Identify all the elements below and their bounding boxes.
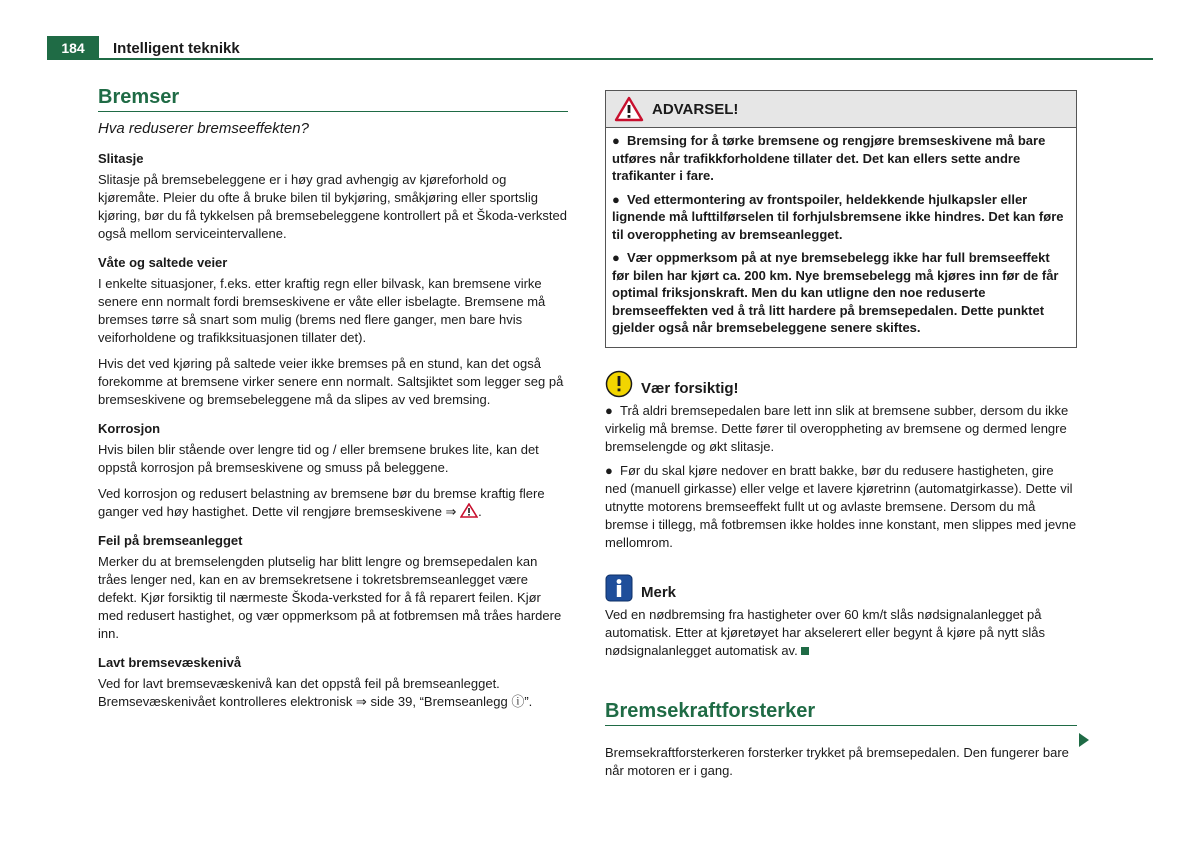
- caution-item: [605, 462, 1077, 552]
- section-subtitle: Hva reduserer bremseeffekten?: [98, 120, 309, 137]
- note-label: Merk: [641, 584, 677, 601]
- warning-item-text: Vær oppmerksom på at nye bremsebelegg ikke har full bremseeffekt før bilen har kjørt ca. 200 km. Nye bremsebelegg må kjøres inn før de får optimal friksjonskraft. Men du kan utligne den noe reduserte bremseeffekten ved å trå litt hardere på bremsepedalen. Dette punktet gjelder også når bremsebeleggene senere skiftes.: [612, 250, 1059, 335]
- bullet-icon: ●: [612, 133, 620, 148]
- section-title-bremsekraftforsterker: Bremsekraftforsterker: [605, 700, 1077, 726]
- right-column: [605, 90, 1077, 788]
- paragraph: Hvis bilen blir stående over lengre tid og / eller bremsene brukes lite, kan det oppstå korrosjon på bremseskivene og smuss på beleggene.: [98, 442, 539, 475]
- paragraph-text: Ved korrosjon og redusert belastning av bremsene bør du bremse kraftig flere ganger ved høy hastighet. Dette vil rengjøre bremseskivene ⇒: [98, 486, 545, 519]
- heading-lavt-bremsevaeskeniva: Lavt bremsevæskenivå: [98, 655, 242, 670]
- warning-box: [605, 90, 1077, 348]
- section-bremsekraftforsterker: [605, 700, 1077, 780]
- caution-exclamation-icon: [605, 370, 633, 398]
- paragraph: Hvis det ved kjøring på saltede veier ikke bremses på en stund, kan det også forekomme at bremsene virker senere enn normalt. Saltsjiktet som legger seg på bremseskivene og bremsebeleggene må da slipes av ved bremsing.: [98, 356, 564, 407]
- bullet-icon: ●: [612, 250, 620, 265]
- chapter-title: Intelligent teknikk: [113, 40, 240, 57]
- warning-item: [612, 249, 1070, 337]
- paragraph: Ved for lavt bremsevæskenivå kan det oppstå feil på bremseanlegget. Bremsevæskenivået kontrolleres elektronisk ⇒ side 39, “Bremseanlegg ⓘ”.: [98, 676, 533, 709]
- heading-korrosjon: Korrosjon: [98, 421, 161, 436]
- warning-item: [612, 191, 1070, 244]
- warning-triangle-icon: [614, 96, 644, 122]
- warning-header: [606, 91, 1076, 128]
- bullet-icon: ●: [605, 462, 613, 478]
- warning-item-text: Ved ettermontering av frontspoiler, heldekkende hjulkapsler eller lignende må lufttilførselen til forhjulsbremsene ikke hindres. Det kan føre til overoppheting av bremseanlegget.: [612, 191, 1064, 242]
- note-text-body: Ved en nødbremsing fra hastigheter over 60 km/t slås nødsignalanlegget på automatisk. Etter at kjøretøyet har akselerert eller begynt å kjøre på nytt slås nødsignalanlegget automatisk av.: [605, 606, 1046, 658]
- caution-label: Vær forsiktig!: [641, 380, 739, 397]
- paragraph: Slitasje på bremsebeleggene er i høy grad avhengig av kjøreforhold og kjøremåte. Pleier du ofte å bruke bilen til bykjøring, småkjøring eller sportslig kjøring, bør du få tykkelsen på bremsebeleggene kontrollert på et Škoda-verksted også mellom serviceintervallene.: [98, 172, 567, 241]
- heading-slitasje: Slitasje: [98, 151, 144, 166]
- paragraph: Merker du at bremselengden plutselig har blitt lengre og bremsepedalen kan tråes lenger ned, kan en av bremsekretsene i tokretsbremseanlegget være defekt. Kjør forsiktig til nærmeste Škoda-verksted for å få reparert feilen. Kjør med redusert hastighet, og vær oppmerksom på at fotbremsen må tråes hardere inn.: [98, 554, 562, 641]
- warning-body: [606, 128, 1076, 347]
- heading-feil-bremseanlegget: Feil på bremseanlegget: [98, 533, 243, 548]
- bullet-icon: ●: [612, 191, 620, 207]
- paragraph: Bremsekraftforsterkeren forsterker trykket på bremsepedalen. Den fungerer bare når motoren er i gang.: [605, 744, 1069, 778]
- next-page-arrow-icon[interactable]: [1079, 733, 1089, 747]
- info-icon: [605, 574, 633, 602]
- caution-item-text: Trå aldri bremsepedalen bare lett inn slik at bremsene subber, dersom du ikke virkelig må bremse. Dette fører til overoppheting av bremsene og dermed lengre bremselengde og økt slitasje.: [605, 402, 1069, 454]
- bullet-icon: ●: [605, 402, 613, 418]
- warning-item-text: Bremsing for å tørke bremsene og rengjøre bremseskivene må bare utføres når trafikkforholdene tillater det. Det kan ellers sette andre trafikanter i fare.: [612, 133, 1046, 183]
- header-rule: [47, 58, 1153, 60]
- caution-header: [605, 370, 1077, 398]
- warning-label: ADVARSEL!: [652, 100, 739, 118]
- note-text: [605, 606, 1077, 660]
- caution-item: [605, 402, 1077, 456]
- note-header: [605, 574, 1077, 602]
- heading-vate-veier: Våte og saltede veier: [98, 255, 228, 270]
- page-number: 184: [47, 36, 99, 60]
- warning-item: [612, 132, 1070, 185]
- paragraph-with-ref: Ved korrosjon og redusert belastning av bremsene bør du bremse kraftig flere ganger ved høy hastighet. Dette vil rengjøre bremseskivene ⇒ .: [98, 486, 545, 519]
- section-title-bremser: Bremser: [98, 86, 568, 112]
- paragraph: I enkelte situasjoner, f.eks. etter kraftig regn eller bilvask, kan bremsene virke senere enn normalt fordi bremseskivene er våte eller isbelagte. Bremsene må bremses tørre så snart som mulig (brems ned flere ganger, men bare hvis veiforholdene og trafikksituasjonen tillater det).: [98, 276, 546, 345]
- left-column: [98, 86, 568, 719]
- caution-item-text: Før du skal kjøre nedover en bratt bakke, bør du redusere hastigheten, gire ned (manuell girkasse) eller velge et lavere kjøretrinn (automatgirkasse). Dette vil utnytte motorens bremseeffekt fullt ut og avlaste bremsene. Dersom du må bremse i tillegg, må fotbremsen ikke holdes inne konstant, men slippes med jevne mellomrom.: [605, 462, 1077, 550]
- end-marker-icon: [801, 647, 809, 655]
- warning-triangle-icon[interactable]: [460, 503, 478, 518]
